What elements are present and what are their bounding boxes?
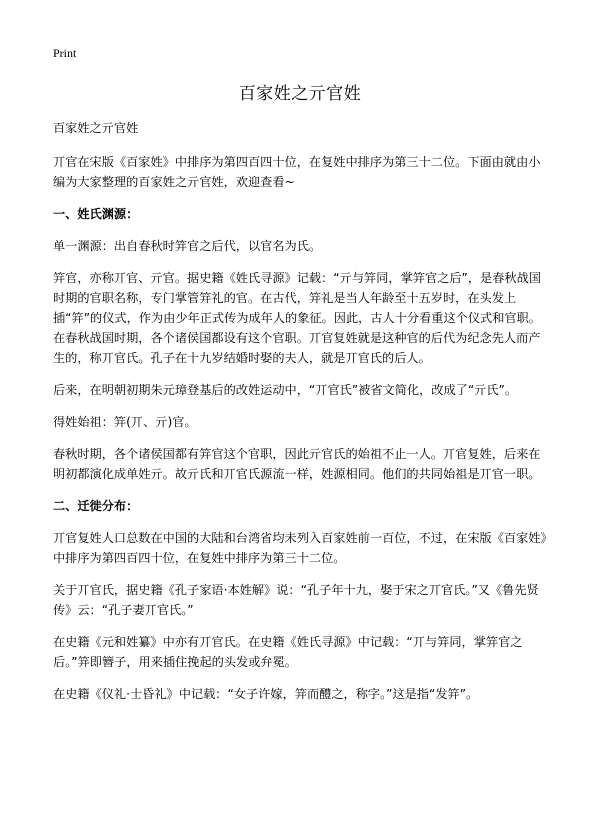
paragraph-ancestor: 得姓始祖：笄(丌、亓)官。 <box>53 415 197 429</box>
paragraph-ming-change: 后来，在明朝初期朱元璋登基后的改姓运动中，“丌官氏”被省文简化，改成了“亓氏”。 <box>53 383 518 397</box>
paragraph-yili: 在史籍《仪礼·士昏礼》中记载：“女子许嫁，笄而醴之，称字。”这是指“发笄”。 <box>53 687 479 701</box>
intro-paragraph: 丌官在宋版《百家姓》中排序为第四百四十位，在复姓中排序为第三十二位。下面由就由小编为大家整理的百家姓之亓官姓，欢迎查看~ <box>53 155 541 189</box>
article-subtitle: 百家姓之亓官姓 <box>53 121 139 135</box>
print-link[interactable]: Print <box>53 46 77 60</box>
paragraph-origin-detail: 笄官，亦称丌官、亓官。据史籍《姓氏寻源》记载：“亓与笄同，掌笄官之后”，是春秋战国时期的官职名称，专门掌管笄礼的官。在古代，笄礼是当人年龄至十五岁时，在头发上插“笄”的仪式，作为由少年正式传为成年人的象征。因此，古人十分看重这个仪式和官职。在春秋战国时期，各个诸侯国都设有这个官职。丌官复姓就是这种官的后代为纪念先人而产生的，称丌官氏。孔子在十九岁结婚时娶的夫人，就是丌官氏的后人。 <box>53 271 541 365</box>
paragraph-origin-single: 单一渊源：出自春秋时笄官之后代，以官名为氏。 <box>53 239 322 253</box>
section-heading-origin: 一、姓氏渊源： <box>53 207 139 221</box>
article-body <box>53 118 549 716</box>
paragraph-spring-autumn: 春秋时期，各个诸侯国都有笄官这个官职，因此亓官氏的始祖不止一人。丌官复姓，后来在明初都演化成单姓亓。故亓氏和丌官氏源流一样，姓源相同。他们的共同始祖是丌官一职。 <box>53 447 541 481</box>
paragraph-population: 丌官复姓人口总数在中国的大陆和台湾省均未列入百家姓前一百位，不过，在宋版《百家姓》中排序为第四百四十位，在复姓中排序为第三十二位。 <box>53 531 547 565</box>
page-title: 百家姓之亓官姓 <box>238 84 362 104</box>
section-heading-distribution: 二、迁徙分布： <box>53 499 139 513</box>
paragraph-confucius: 关于丌官氏，据史籍《孔子家语·本姓解》说：“孔子年十九，娶于宋之丌官氏。”又《鲁先贤传》云：“孔子妻丌官氏。” <box>53 583 539 617</box>
paragraph-yuanhe: 在史籍《元和姓纂》中亦有丌官氏。在史籍《姓氏寻源》中记载：“丌与笄同，掌笄官之后。”笄即簪子，用来插住挽起的头发或弁冕。 <box>53 635 523 669</box>
